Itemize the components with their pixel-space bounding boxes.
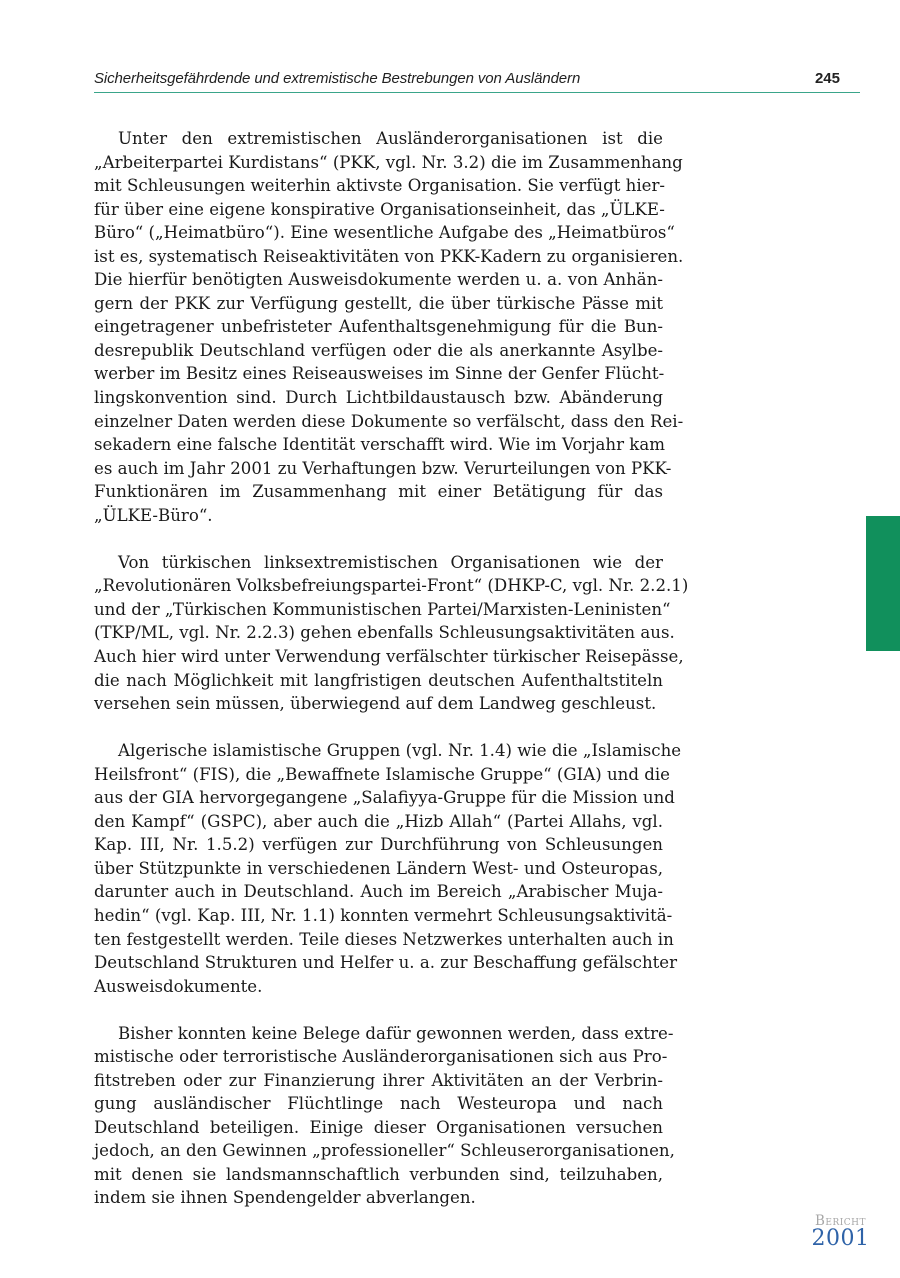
text-line: Büro“ („Heimatbüro“). Eine wesentliche Aufgabe des „Heimatbüros“	[94, 223, 675, 243]
text-line: Algerische islamistische Gruppen (vgl. Nr. 1.4) wie die „Islamische	[118, 741, 682, 761]
text-line: Deutschland beteiligen. Einige dieser Organisationen versuchen	[94, 1117, 663, 1137]
text-line: gung ausländischer Flüchtlinge nach Westeuropa und nach	[94, 1094, 663, 1114]
text-line: jedoch, an den Gewinnen „professioneller“ Schleuserorganisationen,	[94, 1141, 675, 1161]
logo-year: 2001	[811, 1226, 870, 1251]
text-line: es auch im Jahr 2001 zu Verhaftungen bzw. Verurteilungen von PKK-	[94, 458, 672, 478]
text-line: „ÜLKE-Büro“.	[94, 505, 213, 525]
text-line: Ausweisdokumente.	[94, 976, 263, 996]
text-line: die nach Möglichkeit mit langfristigen deutschen Aufenthaltstiteln	[94, 670, 663, 690]
text-line: Auch hier wird unter Verwendung verfälschter türkischer Reisepässe,	[94, 646, 684, 666]
text-line: Deutschland Strukturen und Helfer u. a. zur Beschaffung gefälschter	[94, 953, 678, 973]
text-line: hedin“ (vgl. Kap. III, Nr. 1.1) konnten vermehrt Schleusungsaktivitä-	[94, 905, 673, 925]
text-line: versehen sein müssen, überwiegend auf dem Landweg geschleust.	[94, 694, 657, 714]
text-line: mistische oder terroristische Ausländerorganisationen sich aus Pro-	[94, 1047, 668, 1067]
text-line: Von türkischen linksextremistischen Organisationen wie der	[118, 552, 663, 572]
body-text	[94, 127, 689, 1210]
text-line: mit Schleusungen weiterhin aktivste Organisation. Sie verfügt hier-	[94, 176, 666, 196]
text-line: Die hierfür benötigten Ausweisdokumente werden u. a. von Anhän-	[94, 270, 663, 290]
text-line: darunter auch in Deutschland. Auch im Bereich „Arabischer Muja-	[94, 882, 663, 902]
paragraph-gap	[94, 527, 663, 551]
text-line: Heilsfront“ (FIS), die „Bewaffnete Islamische Gruppe“ (GIA) und die	[94, 764, 670, 784]
text-line: gern der PKK zur Verfügung gestellt, die über türkische Pässe mit	[94, 293, 663, 313]
running-title: Sicherheitsgefährdende und extremistische Bestrebungen von Ausländern	[94, 70, 581, 87]
text-line: desrepublik Deutschland verfügen oder die als anerkannte Asylbe-	[94, 340, 663, 360]
paragraph	[94, 1022, 675, 1210]
text-line: Funktionären im Zusammenhang mit einer Betätigung für das	[94, 482, 663, 502]
text-line: aus der GIA hervorgegangene „Salafiyya-Gruppe für die Mission und	[94, 788, 675, 808]
paragraph-gap	[94, 716, 663, 740]
text-line: „Revolutionären Volksbefreiungspartei-Front“ (DHKP-C, vgl. Nr. 2.2.1)	[94, 576, 689, 596]
paragraph	[94, 739, 682, 998]
paragraph	[94, 551, 689, 716]
text-line: Kap. III, Nr. 1.5.2) verfügen zur Durchführung von Schleusungen	[94, 835, 663, 855]
text-line: ten festgestellt werden. Teile dieses Netzwerkes unterhalten auch in	[94, 929, 674, 949]
text-line: fitstreben oder zur Finanzierung ihrer Aktivitäten an der Verbrin-	[94, 1070, 663, 1090]
logo-word-bericht: Bericht	[814, 1213, 867, 1229]
text-line: ist es, systematisch Reiseaktivitäten von PKK-Kadern zu organisieren.	[94, 246, 684, 266]
page-number: 245	[814, 70, 840, 87]
paragraph-gap	[94, 998, 663, 1022]
text-line: (TKP/ML, vgl. Nr. 2.2.3) gehen ebenfalls Schleusungsaktivitäten aus.	[94, 623, 675, 643]
text-line: „Arbeiterpartei Kurdistans“ (PKK, vgl. Nr. 3.2) die im Zusammenhang	[94, 152, 683, 172]
text-line: einzelner Daten werden diese Dokumente so verfälscht, dass den Rei-	[94, 411, 684, 431]
text-line: indem sie ihnen Spendengelder abverlangen.	[94, 1188, 476, 1208]
text-line: sekadern eine falsche Identität verschafft wird. Wie im Vorjahr kam	[94, 435, 665, 455]
text-line: lingskonvention sind. Durch Lichtbildaustausch bzw. Abänderung	[94, 388, 663, 408]
text-line: über Stützpunkte in verschiedenen Ländern West- und Osteuropas,	[94, 858, 663, 878]
text-line: eingetragener unbefristeter Aufenthaltsgenehmigung für die Bun-	[94, 317, 663, 337]
text-line: und der „Türkischen Kommunistischen Partei/Marxisten-Leninisten“	[94, 599, 671, 619]
report-logo	[803, 1214, 878, 1250]
text-line: Bisher konnten keine Belege dafür gewonnen werden, dass extre-	[118, 1023, 674, 1043]
text-line: Unter den extremistischen Ausländerorganisationen ist die	[118, 129, 663, 148]
running-header	[94, 70, 860, 93]
text-line: den Kampf“ (GSPC), aber auch die „Hizb Allah“ (Partei Allahs, vgl.	[94, 811, 663, 831]
text-line: werber im Besitz eines Reiseausweises im Sinne der Genfer Flücht-	[94, 364, 665, 384]
text-line: mit denen sie landsmannschaftlich verbunden sind, teilzuhaben,	[94, 1164, 663, 1184]
chapter-thumb-tab	[866, 516, 900, 651]
paragraph	[94, 127, 684, 527]
text-line: für über eine eigene konspirative Organisationseinheit, das „ÜLKE-	[94, 199, 665, 219]
